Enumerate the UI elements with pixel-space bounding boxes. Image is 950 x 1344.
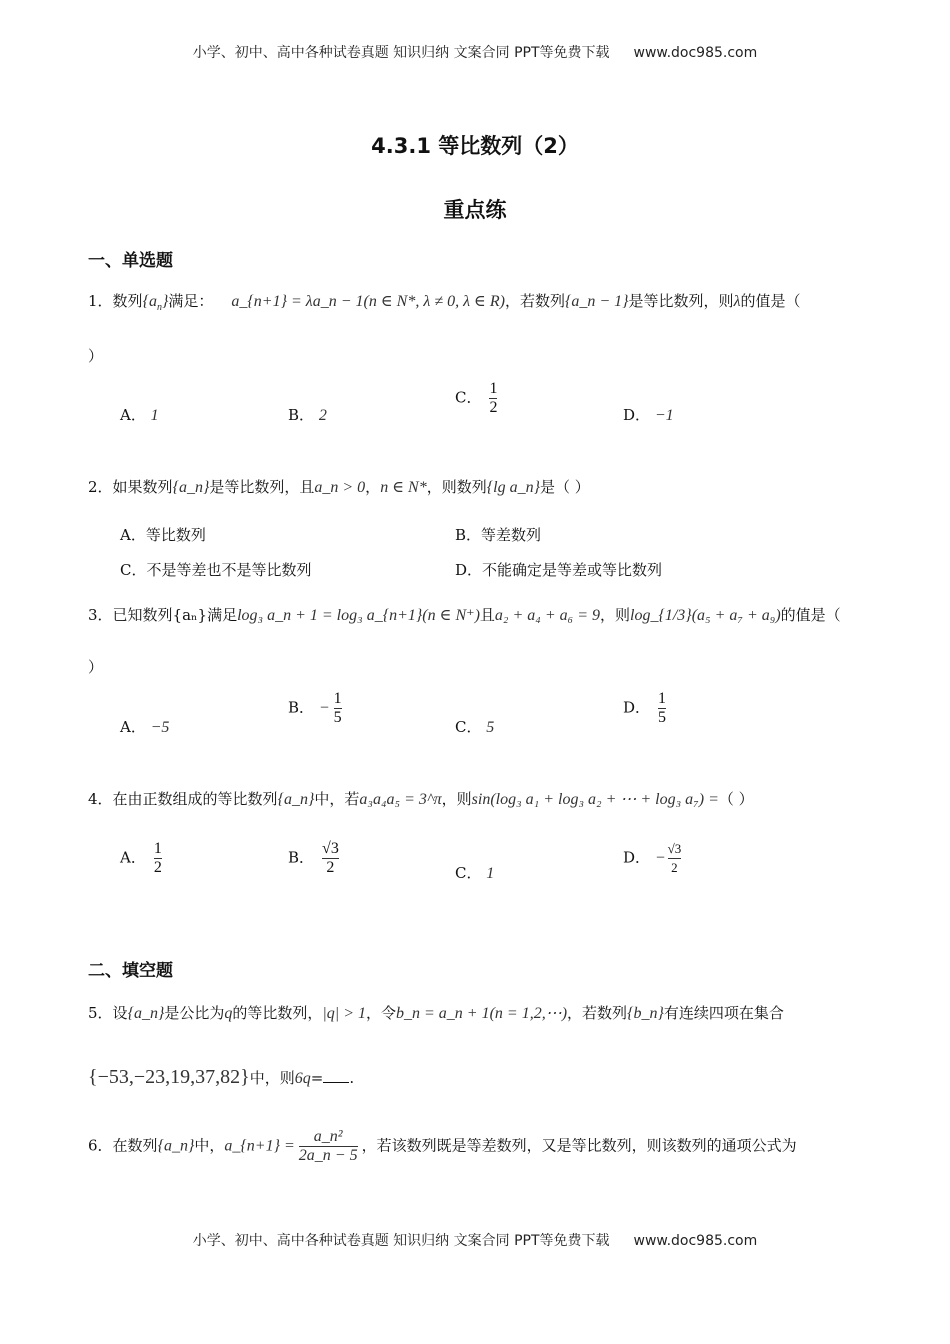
math-expr: a_{n+1} = xyxy=(224,1137,295,1155)
question-5-line2: {−53,−23,19,37,82}中，则6q= . xyxy=(88,1066,355,1088)
question-5: 5．设{a_n}是公比为q的等比数列，|q| > 1，令b_n = a_n + 1(n = 1,2,⋯)，若数列{b_n}有连续四项在集合 xyxy=(88,1004,784,1022)
option-a[interactable]: A． 1 xyxy=(120,406,159,424)
math-expr: λ xyxy=(733,293,741,310)
option-c[interactable]: C． 1 xyxy=(455,864,495,882)
math-expr: b_n = a_n + 1(n = 1,2,⋯) xyxy=(396,1005,568,1022)
math-expr: a_{n+1} = λa_n − 1(n ∈ N*, λ ≠ 0, λ ∈ R) xyxy=(231,293,505,310)
question-text: 是等比数列，则 xyxy=(628,292,734,310)
option-d[interactable]: D． − $\frac{√3}{2}$ xyxy=(623,841,682,875)
option-a[interactable]: A． −5 xyxy=(120,718,170,736)
answer-blank[interactable] xyxy=(323,1068,349,1083)
question-2: 2．如果数列{a_n}是等比数列，且a_n > 0，n ∈ N*，则数列{lg a_n}是（ ） xyxy=(88,478,590,496)
math-expr: log₃ a_n + 1 = log₃ a_{n+1}(n ∈ N⁺) xyxy=(237,607,480,624)
math-expr: {a_n} xyxy=(277,791,315,808)
question-text: 数列 xyxy=(112,292,143,310)
math-expr: sin(log₃ a₁ + log₃ a₂ + ⋯ + log₃ a₇) = xyxy=(471,791,719,808)
question-1 xyxy=(88,290,801,313)
math-expr: {−53,−23,19,37,82} xyxy=(88,1066,250,1088)
question-3-close: ） xyxy=(88,658,104,676)
question-6: 6．在数列{a_n}中，a_{n+1} = $\frac{\text{a\_n²}}{2a\_n - 5}$ ，若该数列既是等差数列，又是等比数列，则该数列的通项公式为 xyxy=(88,1128,797,1164)
header-banner-site[interactable]: www.doc985.com xyxy=(633,45,758,61)
math-expr: {b_n} xyxy=(627,1005,664,1022)
math-expr: {a_n − 1} xyxy=(564,293,629,310)
section-fill-in: 二、填空题 xyxy=(88,961,173,981)
math-expr: 6q xyxy=(294,1070,311,1087)
footer-banner-site[interactable]: www.doc985.com xyxy=(633,1233,758,1249)
footer-banner-text: 小学、初中、高中各种试卷真题 知识归纳 文案合同 PPT等免费下载 xyxy=(192,1233,610,1249)
question-number: 1． xyxy=(88,292,113,310)
question-text: ，若数列 xyxy=(504,292,565,310)
math-expr: |q| > 1 xyxy=(322,1005,366,1022)
option-b[interactable]: B． − $\frac{1}{5}$ xyxy=(288,690,342,726)
option-c[interactable]: C．不是等差也不是等比数列 xyxy=(120,561,312,579)
math-expr: {a_n} xyxy=(172,479,210,496)
option-c[interactable]: C． $\frac{1}{2}$ xyxy=(455,380,498,416)
question-4: 4．在由正数组成的等比数列{a_n}中，若a₃a₄a₅ = 3^π，则sin(log₃ a₁ + log₃ a₂ + ⋯ + log₃ a₇) =（ ） xyxy=(88,790,754,808)
page-title: 4.3.1 等比数列（2） xyxy=(371,134,579,158)
math-expr: {a_n} xyxy=(127,1005,165,1022)
question-1-close: ） xyxy=(88,347,104,365)
option-d[interactable]: D． −1 xyxy=(623,406,674,424)
math-expr: {a_n} xyxy=(157,1137,195,1155)
page-subtitle: 重点练 xyxy=(443,198,507,222)
question-text: 的值是（ xyxy=(740,292,801,310)
header-banner-text: 小学、初中、高中各种试卷真题 知识归纳 文案合同 PPT等免费下载 xyxy=(192,45,610,61)
option-b[interactable]: B． $\frac{√3}{2}$ xyxy=(288,840,339,876)
math-expr: log_{1/3}(a₅ + a₇ + a₉) xyxy=(630,607,781,624)
option-b[interactable]: B． 2 xyxy=(288,406,327,424)
option-d[interactable]: D．不能确定是等差或等比数列 xyxy=(455,561,663,579)
section-single-choice: 一、单选题 xyxy=(88,251,173,271)
option-d[interactable]: D． $\frac{1}{5}$ xyxy=(623,690,667,726)
option-a[interactable]: A． $\frac{1}{2}$ xyxy=(120,840,162,876)
math-expr: q xyxy=(224,1005,233,1022)
footer-banner xyxy=(0,1230,950,1250)
math-expr: {lg a_n} xyxy=(486,479,540,496)
math-expr: a₃a₄a₅ = 3^π xyxy=(359,791,442,808)
question-3: 3．已知数列{aₙ}满足log₃ a_n + 1 = log₃ a_{n+1}(n ∈ N⁺)且a₂ + a₄ + a₆ = 9，则log_{1/3}(a₅ + a₇ + a₉)的值是（ xyxy=(88,606,841,624)
option-a[interactable]: A．等比数列 xyxy=(120,526,206,544)
math-expr: a_n > 0 xyxy=(314,479,366,496)
math-expr: n ∈ N* xyxy=(380,479,427,496)
option-b[interactable]: B．等差数列 xyxy=(455,526,542,544)
question-text: 满足： xyxy=(168,292,214,310)
math-expr: a₂ + a₄ + a₆ = 9 xyxy=(494,607,600,624)
option-c[interactable]: C． 5 xyxy=(455,718,495,736)
math-expr: $\{a_n\}$ xyxy=(142,293,169,314)
header-banner xyxy=(0,42,950,62)
